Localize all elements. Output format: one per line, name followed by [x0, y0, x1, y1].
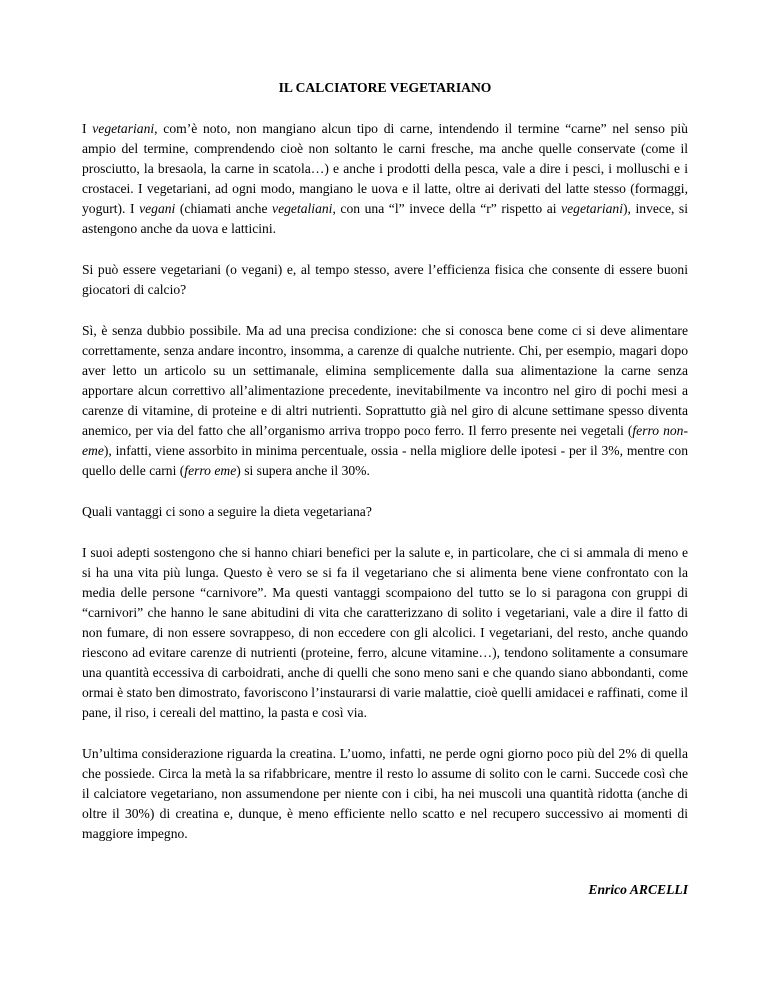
italic-term: ferro non-eme — [82, 423, 688, 458]
text-run: ) si supera anche il 30%. — [236, 463, 370, 478]
text-run: Un’ultima considerazione riguarda la creatina. L’uomo, infatti, ne perde ogni giorno poco più del 2% di quella che possiede. Circa la metà la sa rifabbricare, mentre il resto lo assume di solito con le carni. Succede così che il calciatore vegetariano, non assumendone per niente con i cibi, ha nei muscoli una quantità ridotta (anche di oltre il 30%) di creatina e, dunque, è meno efficiente nello scatto e nel recupero successivo ai momenti di maggiore impegno. — [82, 746, 688, 841]
text-run: ), infatti, viene assorbito in minima percentuale, ossia - nella migliore delle ipotesi - per il 3%, mentre con quello delle carni ( — [82, 443, 688, 478]
document-title: IL CALCIATORE VEGETARIANO — [278, 80, 492, 95]
document-page — [82, 78, 688, 900]
paragraph — [82, 260, 688, 300]
text-run: Si può essere vegetariani (o vegani) e, al tempo stesso, avere l’efficienza fisica che consente di essere buoni giocatori di calcio? — [82, 262, 688, 297]
author-signature: Enrico ARCELLI — [588, 882, 688, 897]
text-run: (chiamati anche — [175, 201, 273, 216]
text-run: , con una “l” invece della “r” rispetto ai — [332, 201, 562, 216]
paragraph — [82, 321, 688, 481]
italic-term: ferro eme — [184, 463, 237, 478]
text-run: I — [82, 121, 93, 136]
text-run: Sì, è senza dubbio possibile. Ma ad una precisa condizione: che si conosca bene come ci si deve alimentare correttamente, senza andare incontro, insomma, a carenze di qualche nutriente. Chi, per esempio, magari dopo aver letto un articolo su un settimanale, elimina semplicemente dalla sua alimentazione la carne senza apportare alcun correttivo all’alimentazione precedente, inevitabilmente va incontro nel giro di pochi mesi a carenze di vitamine, di proteine e di altri nutrienti. Soprattutto già nel giro di alcune settimane spesso diventa anemico, per via del fatto che all’organismo arriva troppo poco ferro. Il ferro presente nei vegetali ( — [82, 323, 688, 438]
italic-term: vegetaliani — [272, 201, 333, 216]
text-run: I suoi adepti sostengono che si hanno chiari benefici per la salute e, in particolare, che ci si ammala di meno e si ha una vita più lunga. Questo è vero se si fa il vegetariano che si alimenta bene viene confrontato con la media delle persone “carnivore”. Ma questi vantaggi scompaiono del tutto se lo si paragona con gruppi di “carnivori” che hanno le sane abitudini di vita che caratterizzano di solito i vegetariani, vale a dire il fatto di non fumare, di non essere sovrappeso, di non eccedere con gli alcolici. I vegetariani, del resto, anche quando riescono ad evitare carenze di nutrienti (proteine, ferro, alcune vitamine…), tendono solitamente a consumare una quantità eccessiva di carboidrati, anche di quelli che sono meno sani e che quando siano abbondanti, come ormai è stato ben dimostrato, favoriscono l’instaurarsi di varie malattie, cioè quelli amidacei e raffinati, come il pane, il riso, i cereali del mattino, la pasta e così via. — [82, 545, 688, 720]
paragraph — [82, 543, 688, 723]
text-run: Quali vantaggi ci sono a seguire la dieta vegetariana? — [82, 504, 372, 519]
text-run: , com’è noto, non mangiano alcun tipo di carne, intendendo il termine “carne” nel senso più ampio del termine, comprendendo cioè non soltanto le carni fresche, ma anche quelle conservate (come il prosciutto, la bresaola, la carne in scatola…) e anche i prodotti della pesca, vale a dire i pesci, i molluschi e i crostacei. I vegetariani, ad ogni modo, mangiano le uova e il latte, oltre ai derivati del latte stesso (formaggi, yogurt). I — [82, 121, 688, 216]
paragraph — [82, 744, 688, 844]
italic-term: vegetariani — [561, 201, 624, 216]
italic-term: vegani — [139, 201, 176, 216]
text-run: ), invece, si astengono anche da uova e latticini. — [82, 201, 689, 236]
paragraph — [82, 119, 688, 239]
italic-term: vegetariani — [92, 121, 155, 136]
paragraph — [82, 502, 688, 522]
document-body — [82, 119, 688, 844]
